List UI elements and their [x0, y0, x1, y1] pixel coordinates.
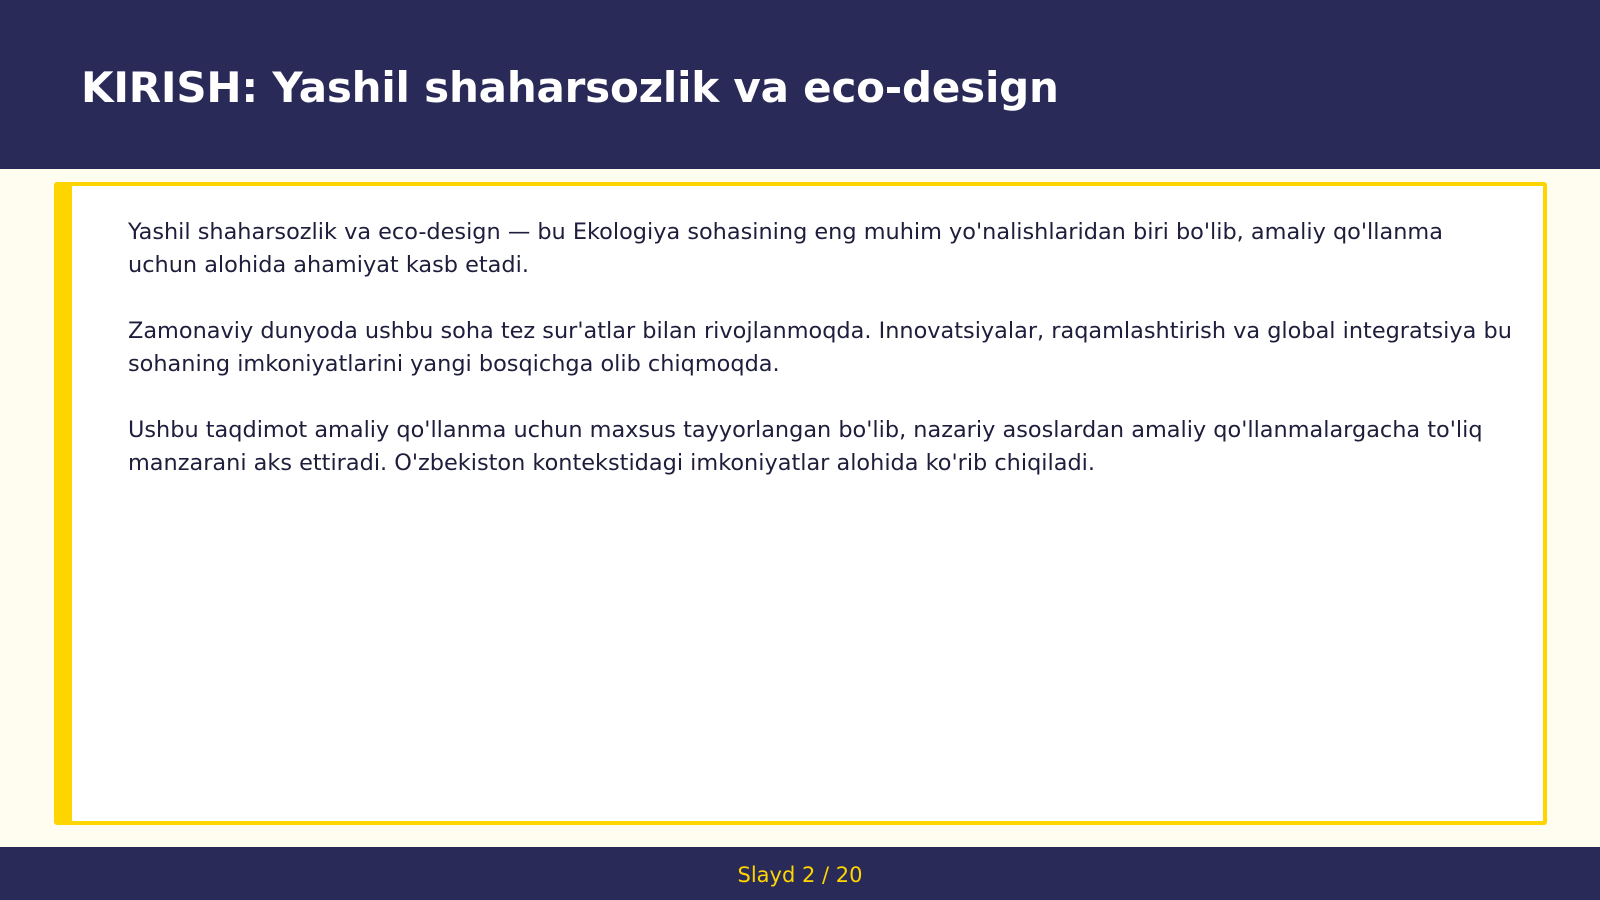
- slide-number: Slayd 2 / 20: [737, 863, 863, 887]
- slide-title: KIRISH: Yashil shaharsozlik va eco-design: [81, 63, 1059, 112]
- slide-header: [0, 0, 1600, 169]
- paragraph-modern-world: Zamonaviy dunyoda ushbu soha tez sur'atlar bilan rivojlanmoqda. Innovatsiyalar, raqamlashtirish va global integratsiya bu sohaning imkoniyatlarini yangi bosqichga olib chiqmoqda.: [128, 318, 1512, 377]
- content-box: [54, 182, 1547, 825]
- body-text: [128, 216, 1518, 513]
- paragraph-intro: Yashil shaharsozlik va eco-design — bu Ekologiya sohasining eng muhim yo'nalishlaridan biri bo'lib, amaliy qo'llanma uchun alohida ahamiyat kasb etadi.: [128, 219, 1443, 278]
- paragraph-presentation: Ushbu taqdimot amaliy qo'llanma uchun maxsus tayyorlangan bo'lib, nazariy asoslardan amaliy qo'llanmalargacha to'liq manzarani aks ettiradi. O'zbekiston kontekstidagi imkoniyatlar alohida ko'rib chiqiladi.: [128, 417, 1483, 476]
- slide-footer: [0, 847, 1600, 900]
